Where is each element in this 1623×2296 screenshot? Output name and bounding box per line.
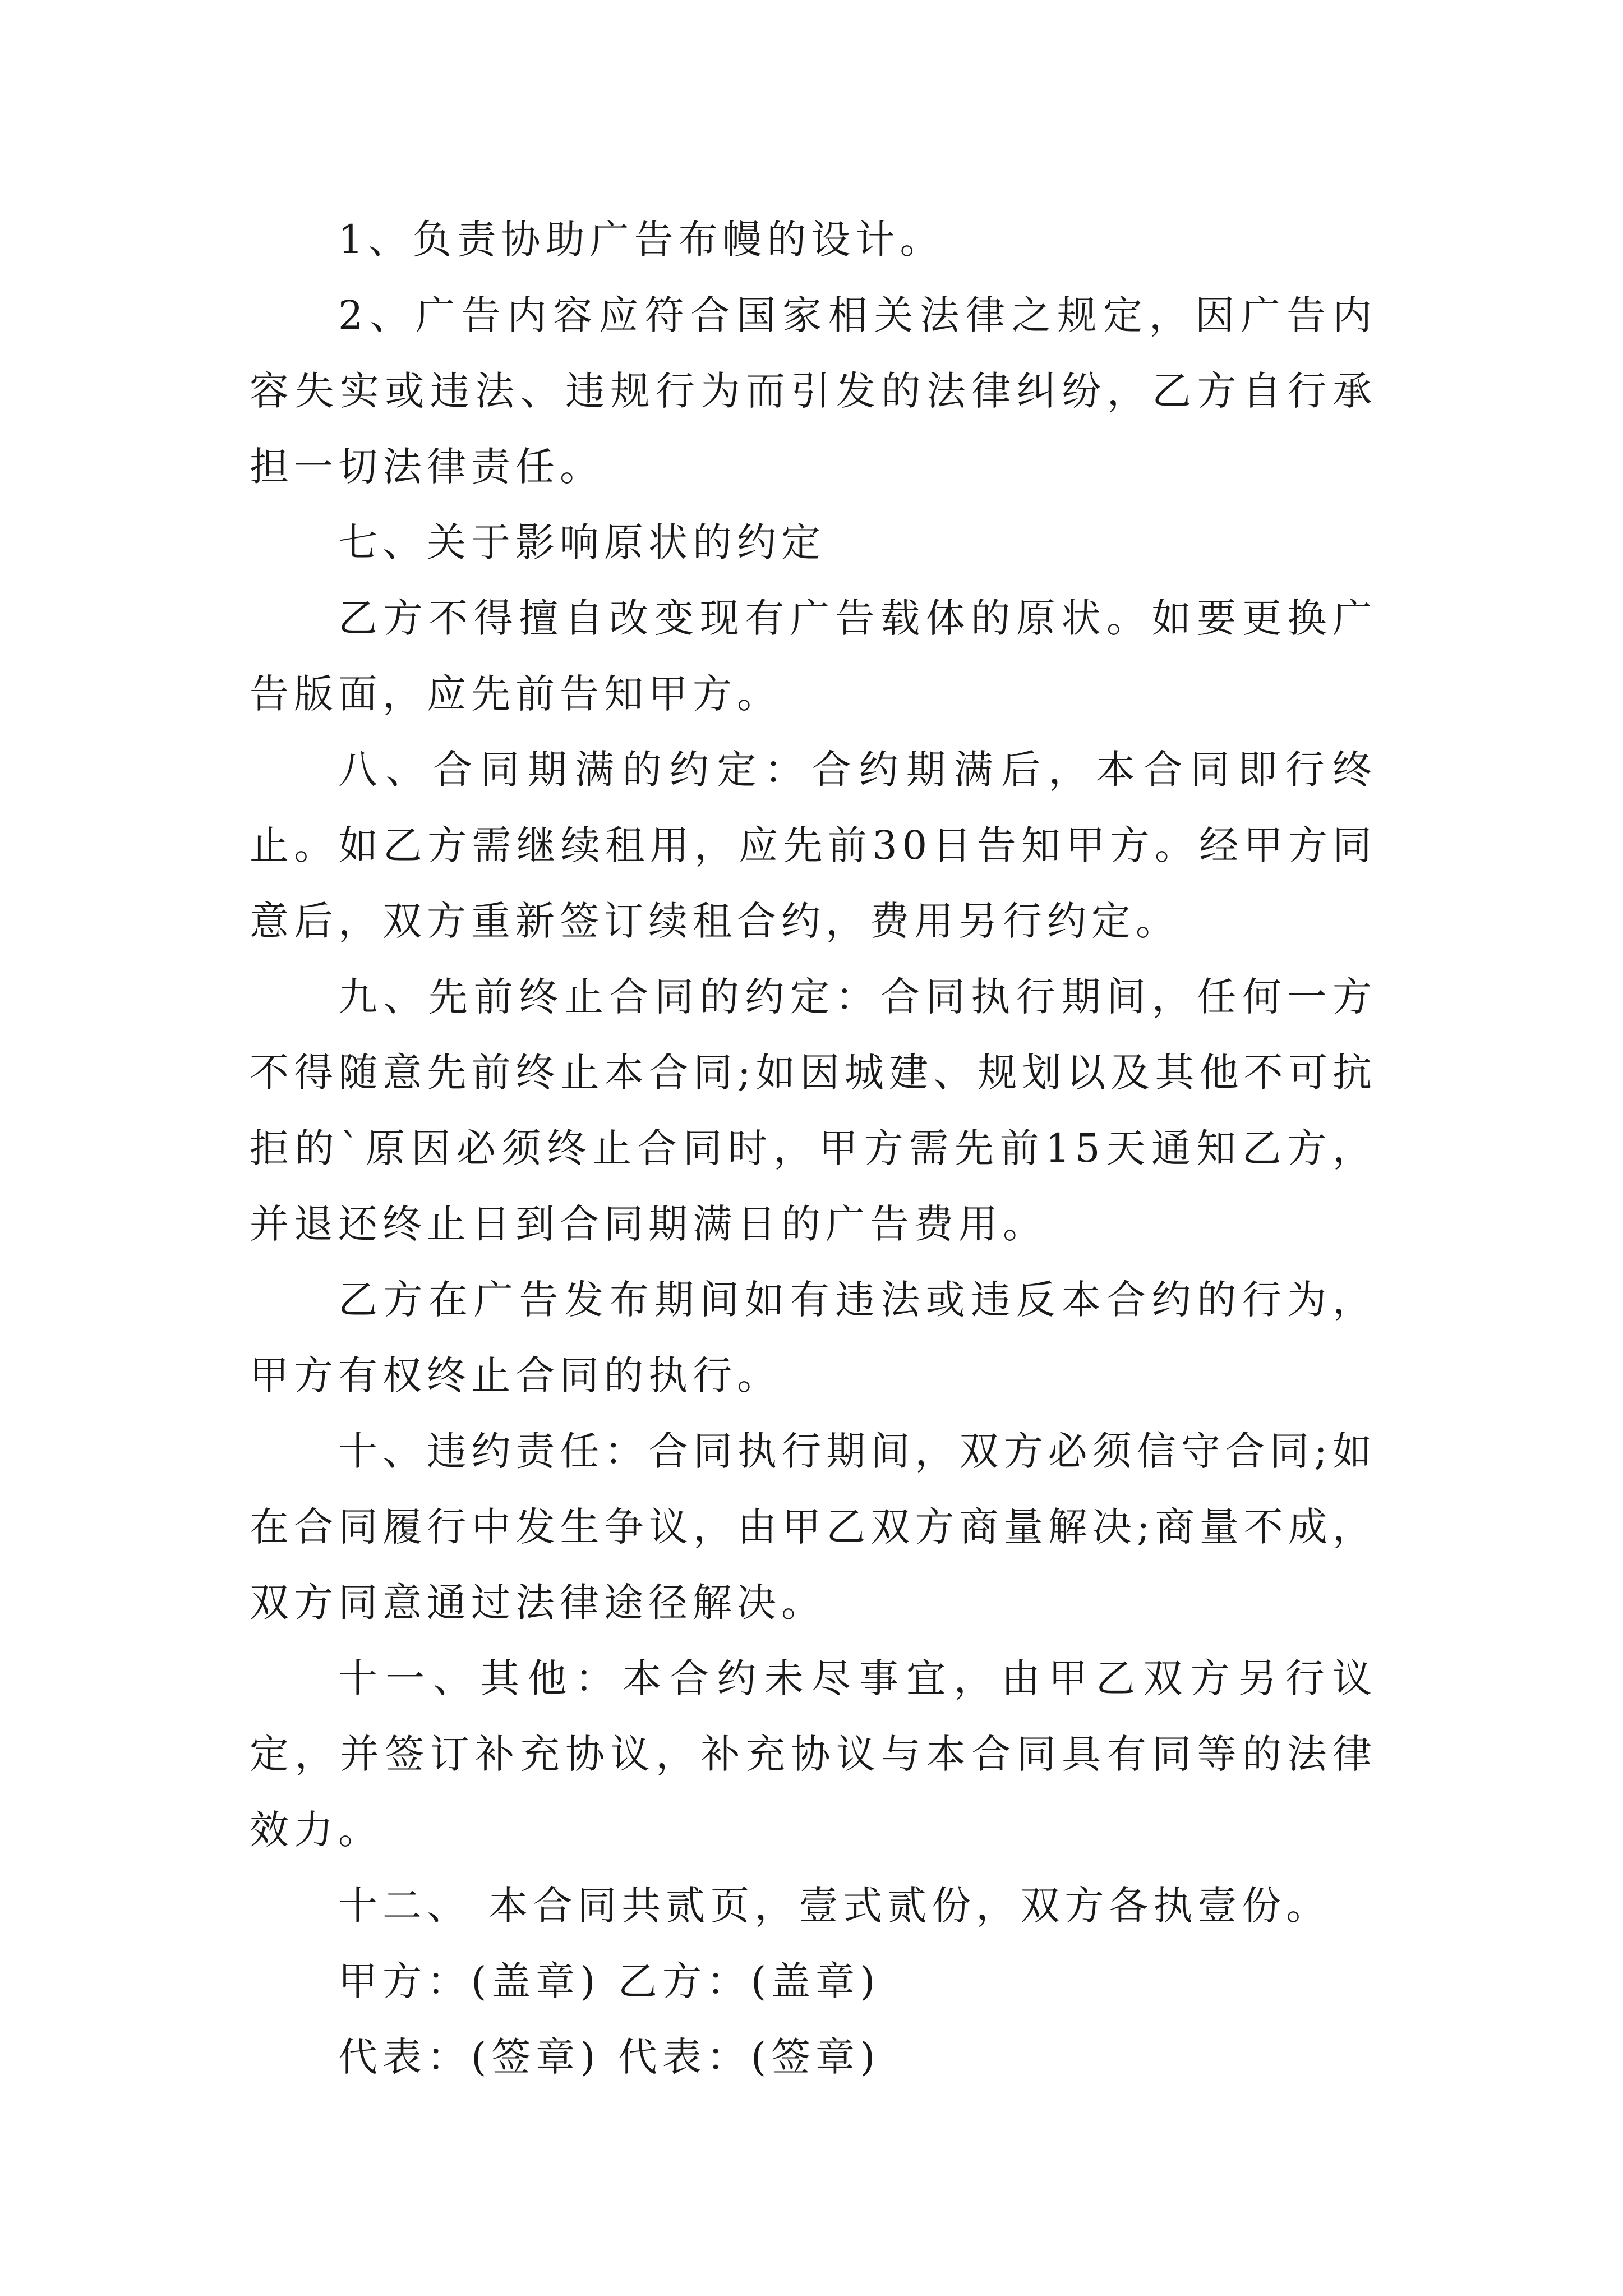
clause-termination-right: 乙方在广告发布期间如有违法或违反本合约的行为，甲方有权终止合同的执行。	[250, 1277, 1377, 1398]
signature-seal-line: 甲方：(盖章) 乙方：(盖章)	[338, 1958, 880, 2004]
clause-design-assist: 1、负责协助广告布幔的设计。	[338, 217, 944, 263]
signature-representative-line: 代表：(签章) 代表：(签章)	[338, 2034, 880, 2080]
clause-copies: 十二、 本合同共贰页，壹式贰份，双方各执壹份。	[338, 1883, 1331, 1929]
document-page	[250, 202, 1377, 2095]
section-heading-original-state: 七、关于影响原状的约定	[338, 519, 826, 565]
clause-breach-liability: 十、违约责任：合同执行期间，双方必须信守合同;如在合同履行中发生争议，由甲乙双方商量解决;商量不成，双方同意通过法律途径解决。	[250, 1428, 1377, 1626]
clause-contract-expiry: 八、合同期满的约定：合约期满后，本合同即行终止。如乙方需继续租用，应先前30日告知甲方。经甲方同意后，双方重新签订续租合约，费用另行约定。	[250, 747, 1377, 944]
clause-early-termination: 九、先前终止合同的约定：合同执行期间，任何一方不得随意先前终止本合同;如因城建、规划以及其他不可抗拒的`原因必须终止合同时，甲方需先前15天通知乙方，并退还终止日到合同期满日的广告费用。	[250, 974, 1377, 1247]
clause-original-state: 乙方不得擅自改变现有广告载体的原状。如要更换广告版面，应先前告知甲方。	[250, 595, 1377, 717]
clause-ad-content-legality: 2、广告内容应符合国家相关法律之规定，因广告内容失实或违法、违规行为而引发的法律纠纷，乙方自行承担一切法律责任。	[250, 292, 1377, 490]
clause-other-matters: 十一、其他：本合约未尽事宜，由甲乙双方另行议定，并签订补充协议，补充协议与本合同具有同等的法律效力。	[250, 1655, 1377, 1853]
